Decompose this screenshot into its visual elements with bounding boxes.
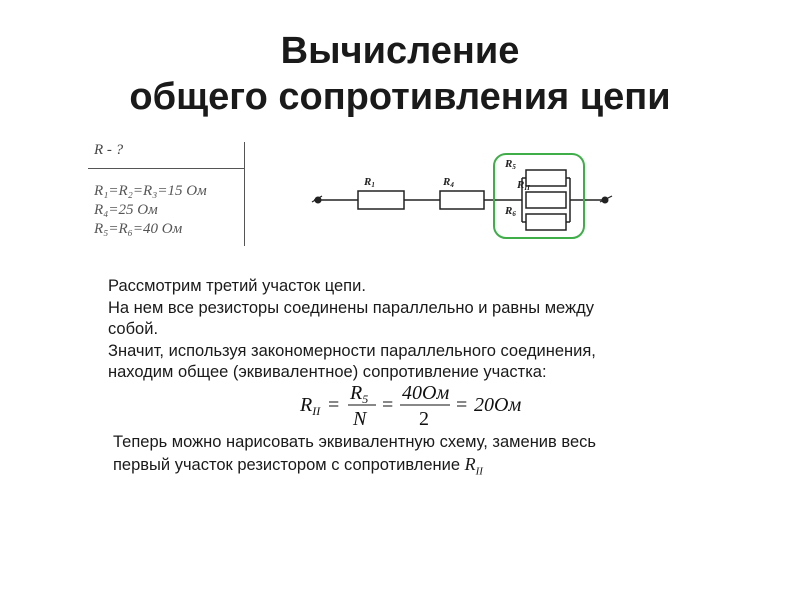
label-rII: RII [517, 179, 530, 192]
body-line-1: Рассмотрим третий участок цепи. [108, 277, 366, 295]
resistor-r6 [526, 214, 566, 230]
formula-lhs: $R_{II}$ [300, 394, 321, 418]
svg-text:=: = [328, 394, 340, 416]
label-r1: R1 [364, 176, 375, 189]
conclusion-text [113, 432, 733, 483]
label-r6: R6 [505, 205, 516, 218]
page-title [0, 28, 800, 120]
body-line-4: Значит, используя закономерности параллельного соединения, [108, 341, 596, 360]
label-r5: R5 [505, 158, 516, 171]
formula-den2: 2 [419, 408, 429, 429]
given-value-2: R₄=25 Ом [94, 202, 158, 218]
given-block [94, 142, 245, 246]
svg-text:=: = [382, 394, 394, 416]
formula [298, 383, 528, 429]
resistor-r4 [440, 191, 484, 209]
svg-text:=: = [456, 394, 468, 416]
conclusion-line-2-text: первый участок резистором с сопротивление [113, 455, 465, 474]
resistor-r-mid [526, 192, 566, 208]
conclusion-line-2 [113, 454, 733, 483]
given-values [94, 182, 207, 239]
given-question: R - ? [94, 142, 124, 158]
formula-den1: N [353, 408, 367, 429]
title-line-2: общего сопротивления цепи [129, 76, 671, 118]
conclusion-symbol: $R_{II}$ [464, 453, 483, 478]
body-line-2: На нем все резисторы соединены параллельно и равны между [108, 298, 594, 317]
title-line-1: Вычисление [280, 30, 520, 72]
circuit-diagram [300, 150, 630, 244]
resistor-r1 [358, 191, 404, 209]
formula-num1: $R_5$ [350, 383, 369, 406]
formula-result: 20Ом [474, 394, 522, 416]
body-line-5: находим общее (эквивалентное) сопротивление участка: [108, 363, 547, 381]
given-value-3: R₅=R₆=40 Ом [94, 221, 183, 237]
given-divider [88, 168, 244, 169]
resistor-r5 [526, 170, 566, 186]
label-r4: R4 [443, 176, 454, 189]
explanation-text [108, 276, 708, 384]
given-value-1: R₁=R₂=R₃=15 Ом [94, 183, 207, 199]
formula-num2: 40Ом [402, 383, 450, 404]
conclusion-line-1: Теперь можно нарисовать эквивалентную схему, заменив весь [113, 433, 596, 451]
body-line-3: собой. [108, 320, 159, 338]
